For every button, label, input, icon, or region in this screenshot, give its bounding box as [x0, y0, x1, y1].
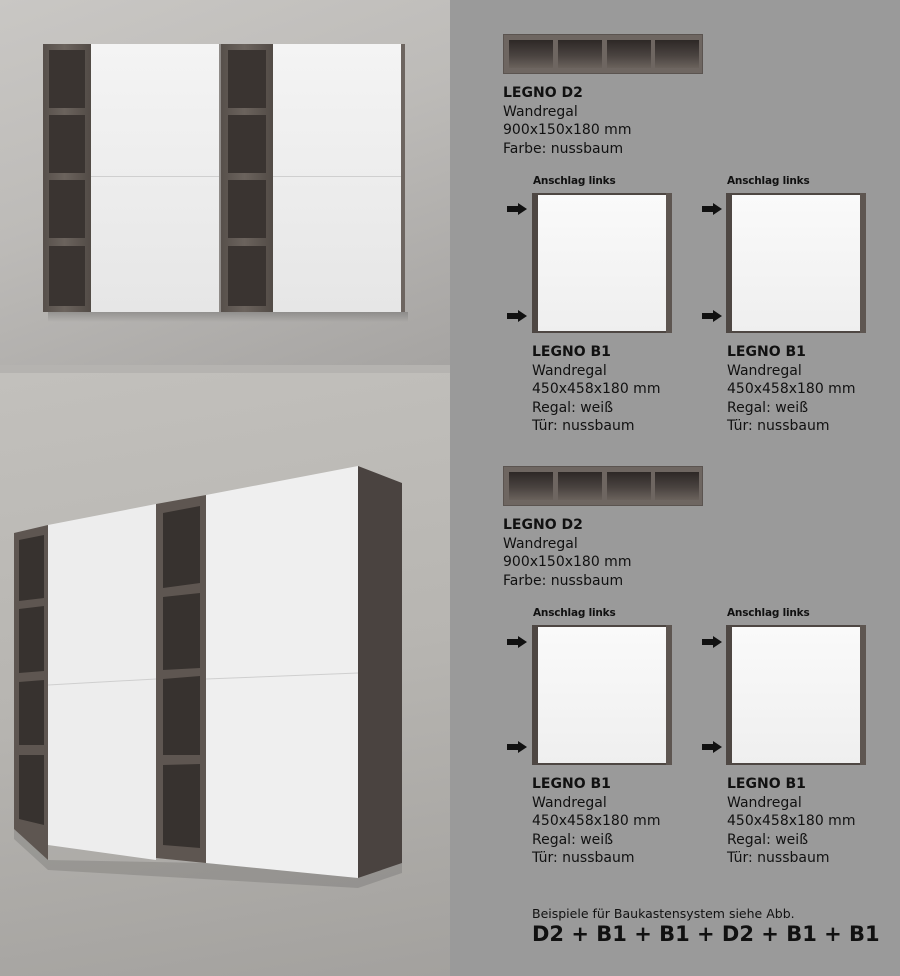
product-type: Wandregal — [532, 362, 607, 379]
cabinet-door — [206, 466, 358, 878]
product-door-color: Tür: nussbaum — [532, 850, 635, 866]
product-info-b1 — [727, 343, 855, 436]
product-title: LEGNO B1 — [727, 776, 806, 792]
shelf-compartment — [49, 180, 85, 238]
arrow-right-icon — [507, 741, 527, 753]
product-type: Wandregal — [503, 103, 578, 120]
arrow-right-icon — [702, 310, 722, 322]
footer-note: Beispiele für Baukastensystem siehe Abb. — [532, 906, 795, 921]
shelf-compartment — [49, 50, 85, 108]
product-info-d2 — [503, 516, 631, 590]
configuration-formula: D2 + B1 + B1 + D2 + B1 + B1 — [532, 922, 880, 946]
shelf-compartment — [228, 50, 266, 108]
product-type: Wandregal — [727, 362, 802, 379]
front-view-photo — [0, 0, 450, 365]
product-type: Wandregal — [532, 794, 607, 811]
photo-divider — [0, 365, 450, 373]
product-door-color: Tür: nussbaum — [532, 418, 635, 434]
product-shelf-color: Regal: weiß — [532, 831, 614, 848]
shelf-compartment — [49, 115, 85, 173]
product-title: LEGNO D2 — [503, 517, 583, 533]
hinge-label: Anschlag links — [727, 175, 810, 187]
perspective-view-photo — [0, 373, 450, 976]
door-seam — [91, 176, 219, 177]
legno-b1-cabinet-image — [532, 625, 672, 765]
product-info-b1 — [727, 775, 855, 868]
hinge-label: Anschlag links — [533, 607, 616, 619]
product-door-color: Tür: nussbaum — [727, 850, 830, 866]
product-shelf-color: Regal: weiß — [727, 831, 809, 848]
legno-b1-cabinet-image — [532, 193, 672, 333]
door-seam — [273, 176, 401, 177]
product-title: LEGNO B1 — [532, 344, 611, 360]
product-title: LEGNO D2 — [503, 85, 583, 101]
arrow-right-icon — [702, 741, 722, 753]
product-dimensions: 900x150x180 mm — [503, 122, 632, 138]
arrow-right-icon — [507, 203, 527, 215]
product-info-b1 — [532, 343, 660, 436]
product-color: Farbe: nussbaum — [503, 140, 624, 157]
legno-d2-shelf-image — [503, 466, 703, 506]
product-dimensions: 450x458x180 mm — [532, 813, 661, 829]
perspective-cabinet-drawing — [0, 373, 450, 976]
product-dimensions: 450x458x180 mm — [532, 381, 661, 397]
hinge-label: Anschlag links — [533, 175, 616, 187]
arrow-right-icon — [507, 636, 527, 648]
shelf-compartment — [228, 246, 266, 306]
wall-shadow — [48, 312, 408, 322]
arrow-right-icon — [507, 310, 527, 322]
legno-d2-shelf-image — [503, 34, 703, 74]
legno-b1-cabinet-image — [726, 625, 866, 765]
product-shelf-color: Regal: weiß — [532, 399, 614, 416]
shelf-compartment — [49, 246, 85, 306]
product-type: Wandregal — [727, 794, 802, 811]
product-dimensions: 900x150x180 mm — [503, 554, 632, 570]
cabinet-door — [91, 44, 221, 312]
product-info-b1 — [532, 775, 660, 868]
product-shelf-color: Regal: weiß — [727, 399, 809, 416]
arrow-right-icon — [702, 636, 722, 648]
hinge-label: Anschlag links — [727, 607, 810, 619]
product-type: Wandregal — [503, 535, 578, 552]
product-title: LEGNO B1 — [727, 344, 806, 360]
cabinet-side — [358, 466, 402, 878]
product-color: Farbe: nussbaum — [503, 572, 624, 589]
legno-b1-cabinet-image — [726, 193, 866, 333]
arrow-right-icon — [702, 203, 722, 215]
product-title: LEGNO B1 — [532, 776, 611, 792]
product-dimensions: 450x458x180 mm — [727, 813, 856, 829]
cabinet-door — [273, 44, 405, 312]
product-door-color: Tür: nussbaum — [727, 418, 830, 434]
shelf-compartment — [228, 115, 266, 173]
product-dimensions: 450x458x180 mm — [727, 381, 856, 397]
shelf-compartment — [228, 180, 266, 238]
product-info-d2 — [503, 84, 631, 158]
